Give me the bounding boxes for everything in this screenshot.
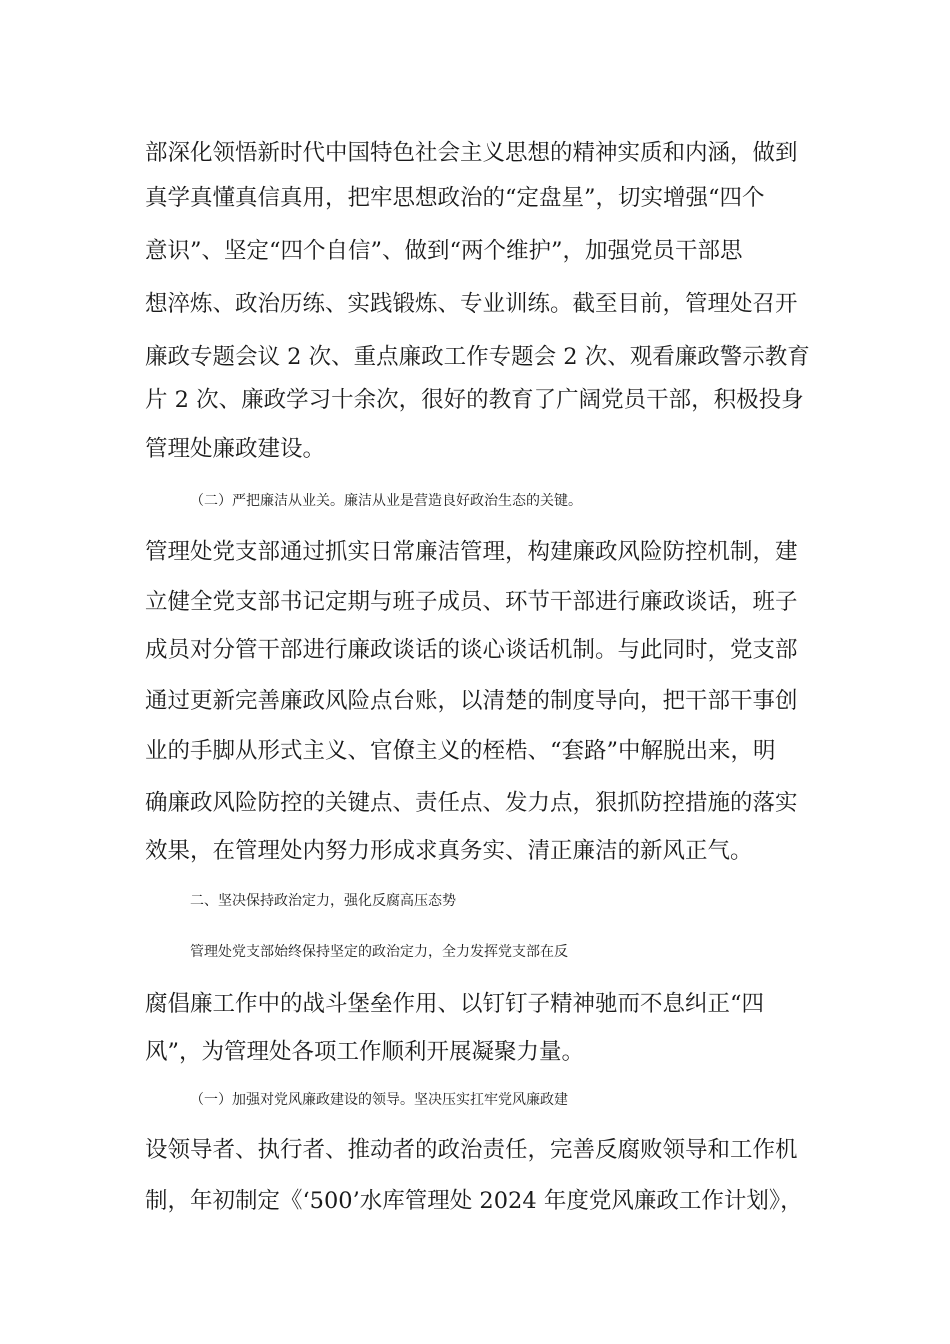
section-heading-2: （二）严把廉洁从业关。廉洁从业是营造良好政治生态的关键。 xyxy=(190,493,582,509)
text-line: 通过更新完善廉政风险点台账，以清楚的制度导向，把干部干事创 xyxy=(145,688,798,714)
text-line: 廉政专题会议 2 次、重点廉政工作专题会 2 次、观看廉政警示教育 xyxy=(145,344,810,370)
text-line: 意识”、坚定“四个自信”、做到“两个维护”，加强党员干部思 xyxy=(145,238,743,264)
text-line: 立健全党支部书记定期与班子成员、环节干部进行廉政谈话，班子 xyxy=(145,589,798,615)
text-line: 业的手脚从形式主义、官僚主义的桎梏、“套路”中解脱出来，明 xyxy=(145,738,776,764)
chapter-heading: 二、坚决保持政治定力，强化反腐高压态势 xyxy=(190,893,456,909)
text-line: 成员对分管干部进行廉政谈话的谈心谈话机制。与此同时，党支部 xyxy=(145,637,798,663)
text-line: 管理处党支部通过抓实日常廉洁管理，构建廉政风险防控机制，建 xyxy=(145,539,798,565)
text-line: 片 2 次、廉政学习十余次，很好的教育了广阔党员干部，积极投身 xyxy=(145,387,804,413)
text-line: 管理处廉政建设。 xyxy=(145,436,326,462)
text-line: 效果，在管理处内努力形成求真务实、清正廉洁的新风正气。 xyxy=(145,838,753,864)
text-line: 管理处党支部始终保持坚定的政治定力，全力发挥党支部在反 xyxy=(190,944,568,960)
text-line: 想淬炼、政治历练、实践锻炼、专业训练。截至目前，管理处召开 xyxy=(145,291,798,317)
text-line: 制，年初制定《‘500’水库管理处 2024 年度党风廉政工作计划》， xyxy=(145,1188,803,1214)
text-line: 腐倡廉工作中的战斗堡垒作用、以钉钉子精神驰而不息纠正“四 xyxy=(145,991,765,1017)
text-line: 部深化领悟新时代中国特色社会主义思想的精神实质和内涵，做到 xyxy=(145,140,798,166)
text-line: 设领导者、执行者、推动者的政治责任，完善反腐败领导和工作机 xyxy=(145,1137,798,1163)
text-line: 确廉政风险防控的关键点、责任点、发力点，狠抓防控措施的落实 xyxy=(145,790,798,816)
section-heading-1: （一）加强对党风廉政建设的领导。坚决压实扛牢党风廉政建 xyxy=(190,1092,568,1108)
text-line: 真学真懂真信真用，把牢思想政治的“定盘星”，切实增强“四个 xyxy=(145,185,765,211)
text-line: 风”，为管理处各项工作顺利开展凝聚力量。 xyxy=(145,1039,585,1065)
